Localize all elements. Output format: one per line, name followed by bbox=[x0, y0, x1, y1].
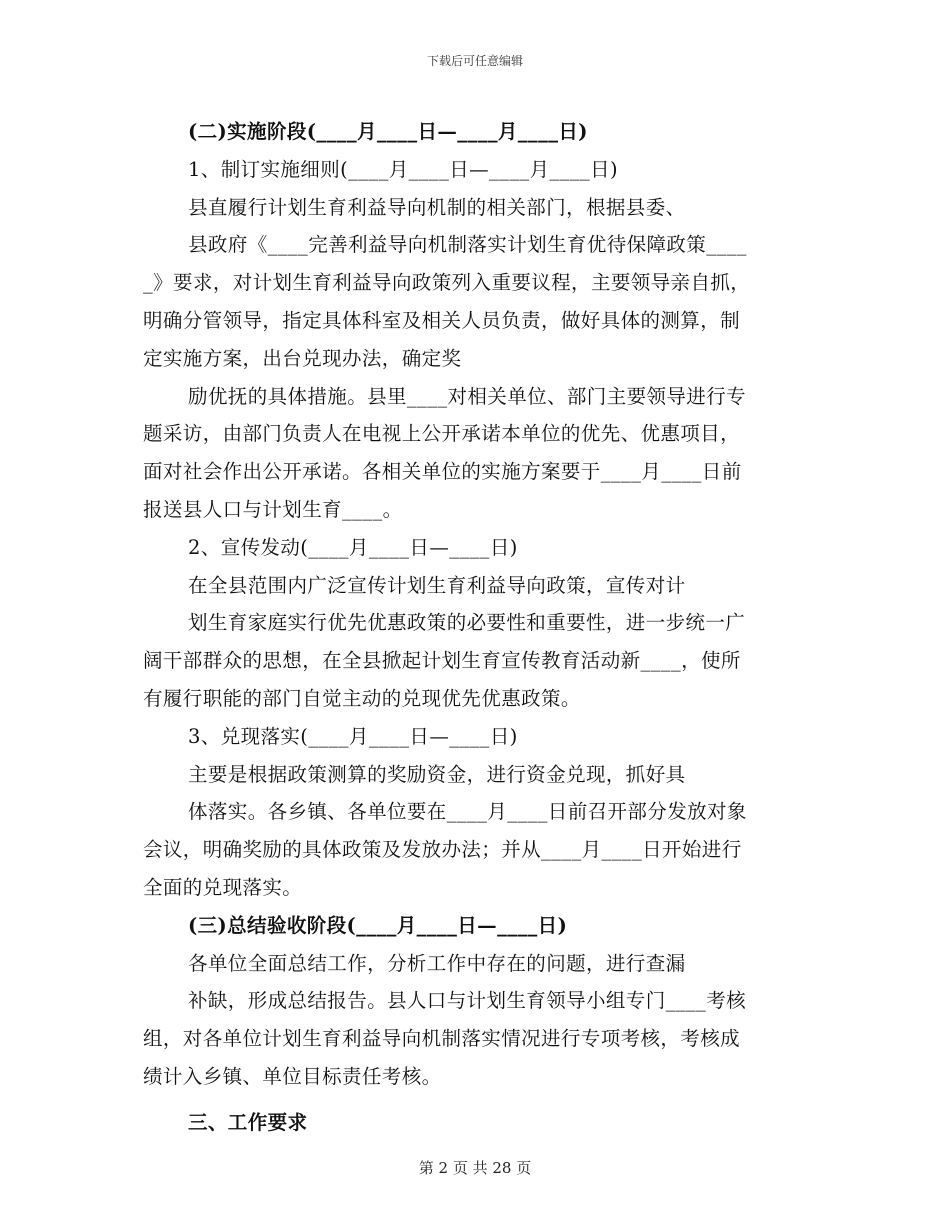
section-heading: (三)总结验收阶段(____月____日—____日) bbox=[188, 913, 568, 937]
paragraph-line: 全面的兑现落实。 bbox=[143, 876, 303, 899]
paragraph-line: 报送县人口与计划生育____。 bbox=[143, 498, 403, 521]
paragraph-line: 县政府《____完善利益导向机制落实计划生育优待保障政策____ bbox=[188, 233, 747, 257]
paragraph-line: 体落实。各乡镇、各单位要在____月____日前召开部分发放对象 bbox=[188, 800, 747, 824]
section-heading: (二)实施阶段(____月____日—____月____日) bbox=[188, 120, 588, 143]
paragraph-line: 2、宣传发动(____月____日—____日) bbox=[188, 535, 518, 559]
paragraph-line: 主要是根据政策测算的奖励资金，进行资金兑现，抓好具 bbox=[188, 762, 686, 786]
paragraph-line: 划生育家庭实行优先优惠政策的必要性和重要性，进一步统一广 bbox=[188, 611, 746, 635]
paragraph-line: 题采访，由部门负责人在电视上公开承诺本单位的优先、优惠项目， bbox=[143, 422, 741, 446]
page-footer: 第 2 页 共 28 页 bbox=[418, 1159, 532, 1177]
paragraph-line: 各单位全面总结工作，分析工作中存在的问题，进行查漏 bbox=[188, 951, 686, 975]
paragraph-line: 阔干部群众的思想，在全县掀起计划生育宣传教育活动新____，使所 bbox=[143, 649, 741, 673]
paragraph-line: 绩计入乡镇、单位目标责任考核。 bbox=[143, 1065, 442, 1088]
paragraph-line: 面对社会作出公开承诺。各相关单位的实施方案要于____月____日前 bbox=[143, 460, 742, 484]
paragraph-line: 在全县范围内广泛宣传计划生育利益导向政策，宣传对计 bbox=[188, 573, 686, 597]
page-header: 下载后可任意编辑 bbox=[426, 54, 523, 68]
section-heading: 三、工作要求 bbox=[188, 1110, 308, 1134]
paragraph-line: 明确分管领导，指定具体科室及相关人员负责，做好具体的测算，制 bbox=[143, 309, 741, 332]
paragraph-line: 会议，明确奖励的具体政策及发放办法；并从____月____日开始进行 bbox=[143, 838, 742, 862]
paragraph-line: 1、制订实施细则(____月____日—____月____日) bbox=[188, 157, 619, 181]
paragraph-line: _》要求，对计划生育利益导向政策列入重要议程，主要领导亲自抓， bbox=[143, 271, 751, 295]
paragraph-line: 3、兑现落实(____月____日—____日) bbox=[188, 724, 518, 748]
paragraph-line: 补缺，形成总结报告。县人口与计划生育领导小组专门____考核 bbox=[188, 989, 747, 1013]
paragraph-line: 励优抚的具体措施。县里____对相关单位、部门主要领导进行专 bbox=[188, 384, 747, 408]
paragraph-line: 县直履行计划生育利益导向机制的相关部门，根据县委、 bbox=[188, 195, 686, 219]
paragraph-line: 定实施方案，出台兑现办法，确定奖 bbox=[143, 346, 462, 370]
paragraph-line: 有履行职能的部门自觉主动的兑现优先优惠政策。 bbox=[143, 687, 581, 710]
paragraph-line: 组，对各单位计划生育利益导向机制落实情况进行专项考核，考核成 bbox=[143, 1027, 741, 1051]
